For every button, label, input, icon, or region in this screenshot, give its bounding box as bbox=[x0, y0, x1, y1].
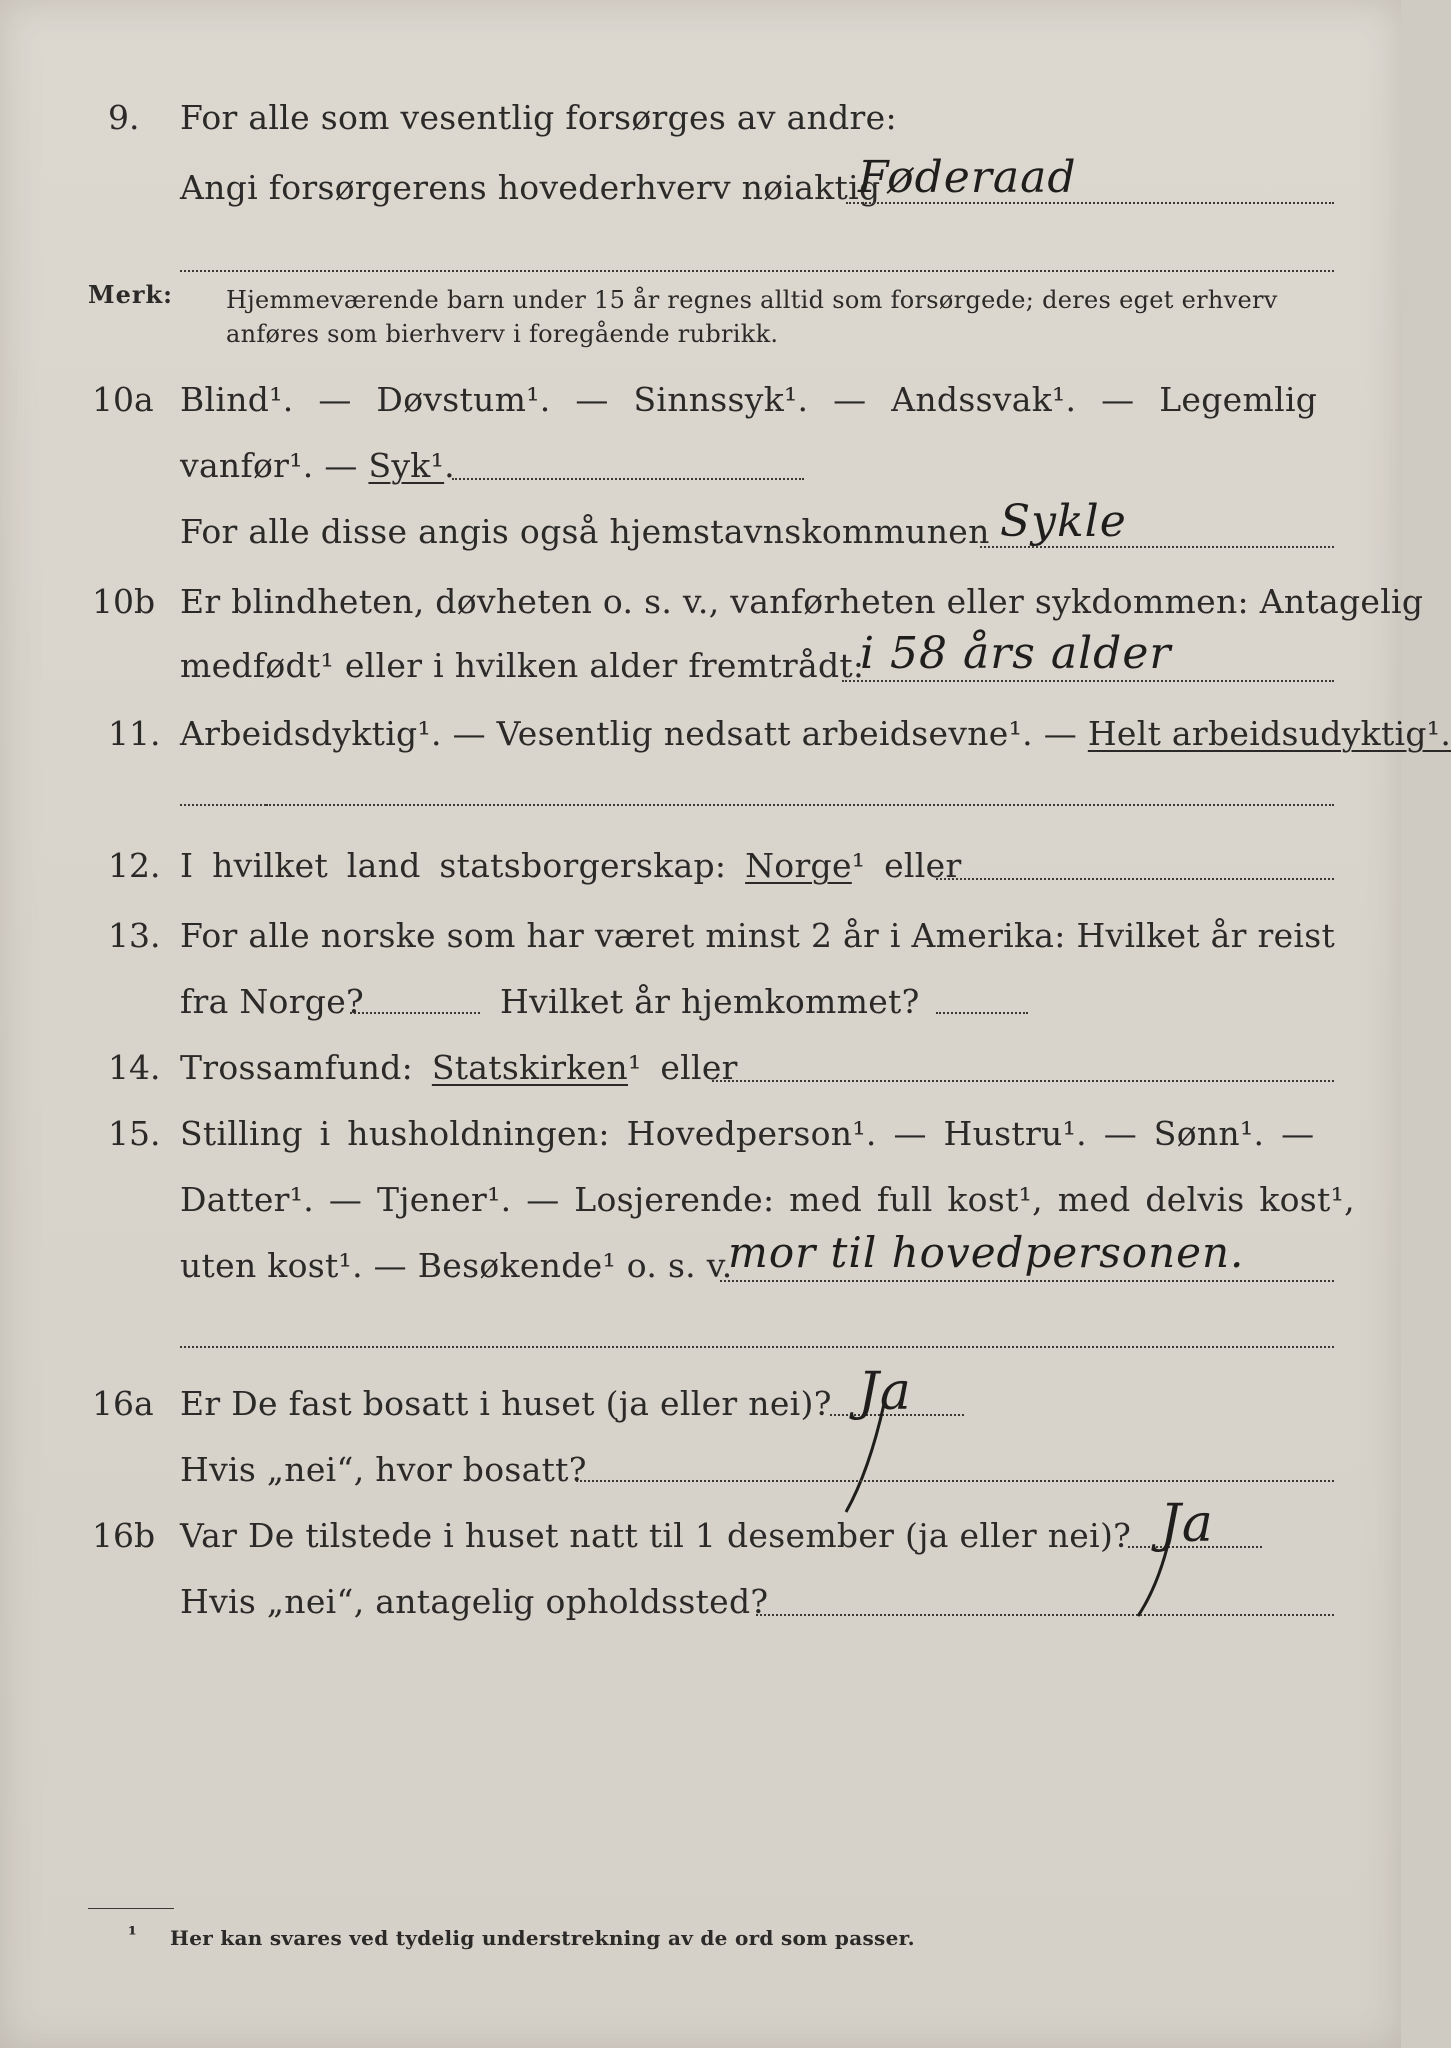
q16b-line1: Var De tilstede i huset natt til 1 desember (ja eller nei)? bbox=[180, 1516, 1132, 1555]
footnote-text: Her kan svares ved tydelig understrekning av de ord som passer. bbox=[170, 1926, 915, 1950]
q16a-handwritten-answer: Ja bbox=[858, 1362, 912, 1422]
q16a-line2: Hvis „nei“, hvor bosatt? bbox=[180, 1450, 587, 1489]
q16b-pen-stroke bbox=[1130, 1532, 1180, 1622]
q16a-pen-stroke bbox=[836, 1400, 896, 1520]
q13-returned-label: Hvilket år hjemkommet? bbox=[500, 982, 920, 1021]
q9-number: 9. bbox=[108, 98, 140, 137]
q10a-handwritten-answer: Sykle bbox=[1000, 496, 1127, 547]
merk-note-line2: anføres som bierhverv i foregående rubrikk. bbox=[226, 320, 779, 348]
q10b-line2: medfødt¹ eller i hvilken alder fremtrådt: bbox=[180, 646, 865, 685]
q11-extra-line bbox=[266, 804, 1334, 806]
q10a-number: 10a bbox=[92, 380, 154, 419]
q15-answer-line bbox=[720, 1280, 1334, 1282]
q10a-line1: Blind¹. — Døvstum¹. — Sinnssyk¹. — Andssvak¹. — Legemlig bbox=[180, 380, 1318, 419]
q11-line1: Arbeidsdyktig¹. — Vesentlig nedsatt arbeidsevne¹. — Helt arbeidsudyktig¹. bbox=[180, 714, 1451, 753]
q10b-number: 10b bbox=[92, 582, 156, 621]
q16a-number: 16a bbox=[92, 1384, 154, 1423]
q11-extra-dots bbox=[180, 804, 266, 806]
q15-line2: Datter¹. — Tjener¹. — Losjerende: med full kost¹, med delvis kost¹, bbox=[180, 1180, 1355, 1219]
q13-emigrated-line bbox=[350, 1012, 480, 1014]
q10b-line1: Er blindheten, døvheten o. s. v., vanførheten eller sykdommen: Antagelig bbox=[180, 582, 1424, 621]
q14-line: Trossamfund: Statskirken¹ eller bbox=[180, 1048, 738, 1087]
q14-statskirken-underlined: Statskirken bbox=[431, 1048, 628, 1087]
q12-norge-underlined: Norge bbox=[745, 846, 852, 885]
q11-number: 11. bbox=[108, 714, 161, 753]
q16b-number: 16b bbox=[92, 1516, 156, 1555]
q12-number: 12. bbox=[108, 846, 161, 885]
q10a-hometown-label: For alle disse angis også hjemstavnskommunen bbox=[180, 512, 990, 551]
q15-extra-line bbox=[180, 1346, 1334, 1348]
q15-number: 15. bbox=[108, 1114, 161, 1153]
q12-answer-line bbox=[936, 878, 1334, 880]
q16b-line2: Hvis „nei“, antagelig opholdssted? bbox=[180, 1582, 769, 1621]
q12-line: I hvilket land statsborgerskap: Norge¹ eller bbox=[180, 846, 962, 885]
q10a-line2-fill bbox=[452, 478, 804, 480]
q13-returned-line bbox=[936, 1012, 1028, 1014]
q9-handwritten-answer: Føderaad bbox=[858, 152, 1077, 203]
q13-number: 13. bbox=[108, 916, 161, 955]
q10b-answer-line bbox=[842, 680, 1334, 682]
q15-handwritten-answer: mor til hovedpersonen. bbox=[728, 1228, 1245, 1277]
q16a-residence-line bbox=[576, 1480, 1334, 1482]
q13-emigrated-label: fra Norge? bbox=[180, 982, 365, 1021]
q16a-line1: Er De fast bosatt i huset (ja eller nei)? bbox=[180, 1384, 832, 1423]
footnote-marker: ¹ bbox=[128, 1922, 138, 1946]
q10a-line2: vanfør¹. — Syk¹. bbox=[180, 446, 455, 485]
q9-question: For alle som vesentlig forsørges av andre: bbox=[180, 98, 897, 137]
q16b-stay-line bbox=[756, 1614, 1334, 1616]
q14-number: 14. bbox=[108, 1048, 161, 1087]
q10a-syk-underlined: Syk¹ bbox=[368, 446, 445, 485]
q15-line1: Stilling i husholdningen: Hovedperson¹. — Hustru¹. — Sønn¹. — bbox=[180, 1114, 1315, 1153]
q16b-handwritten-answer: Ja bbox=[1160, 1494, 1214, 1554]
q9-occupation-label: Angi forsørgerens hovederhverv nøiaktig bbox=[180, 168, 881, 207]
q10b-handwritten-answer: i 58 års alder bbox=[860, 628, 1172, 679]
merk-label: Merk: bbox=[88, 280, 173, 309]
footnote-rule bbox=[88, 1908, 174, 1909]
q15-line3: uten kost¹. — Besøkende¹ o. s. v. bbox=[180, 1246, 733, 1285]
merk-note-line1: Hjemmeværende barn under 15 år regnes alltid som forsørgede; deres eget erhverv bbox=[226, 286, 1278, 314]
q13-line1: For alle norske som har været minst 2 år i Amerika: Hvilket år reist bbox=[180, 916, 1336, 955]
q11-underlined-answer: Helt arbeidsudyktig¹. bbox=[1087, 714, 1451, 753]
q14-answer-line bbox=[712, 1080, 1334, 1082]
q9-extra-line bbox=[180, 270, 1334, 272]
